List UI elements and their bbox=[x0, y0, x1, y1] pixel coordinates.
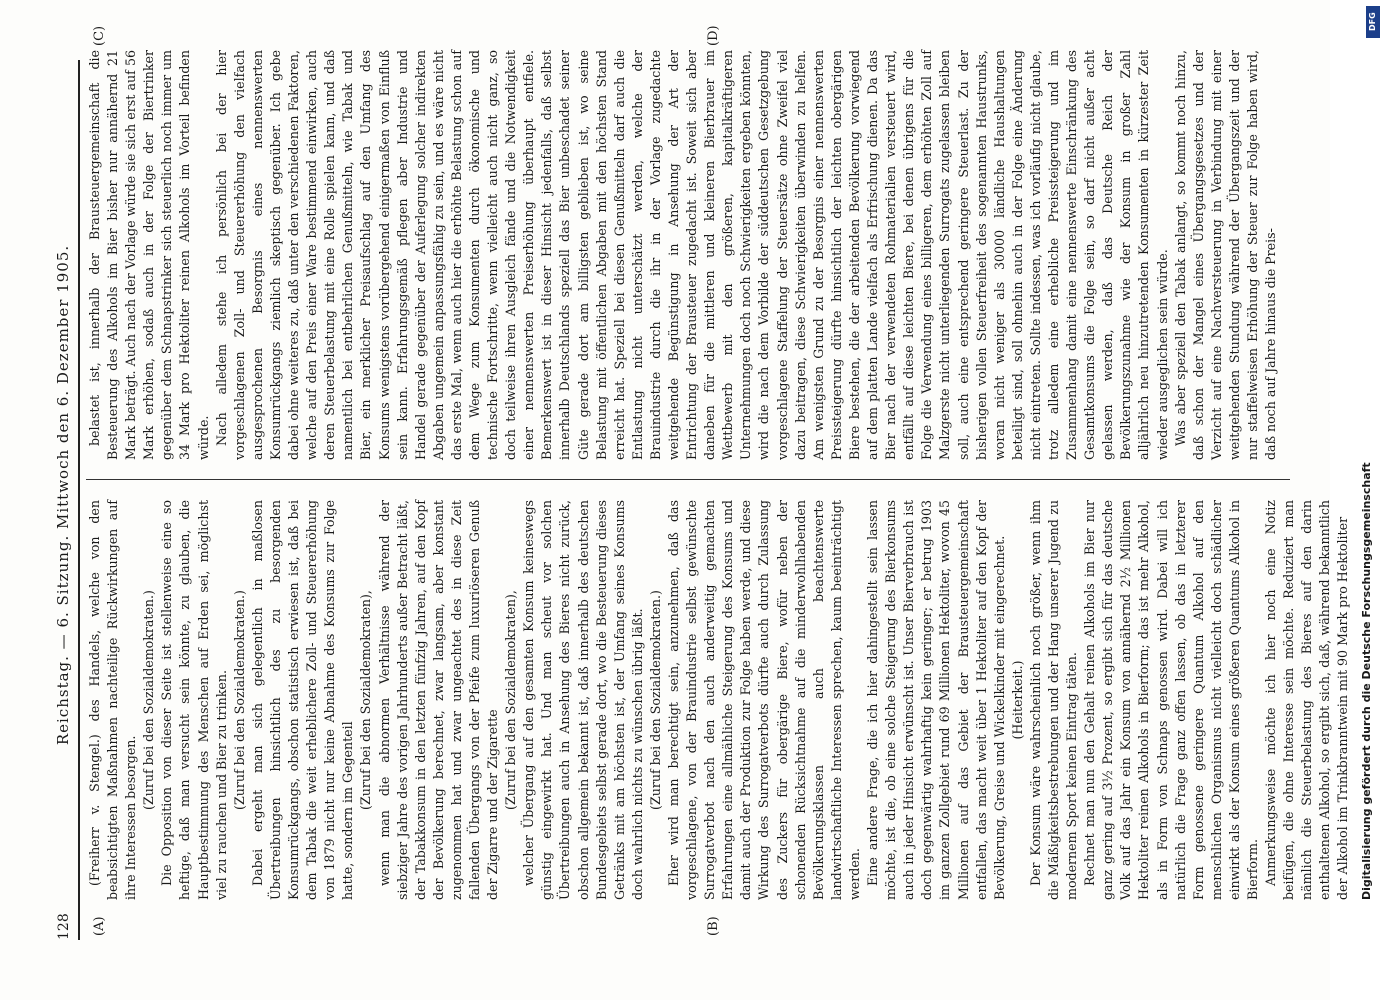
paragraph: (Zuruf bei den Sozialdemokraten), bbox=[503, 590, 519, 810]
page-number: 128 bbox=[56, 913, 72, 940]
dfg-logo: DFG bbox=[1366, 6, 1380, 38]
right-column bbox=[86, 50, 1300, 460]
page-header bbox=[52, 50, 78, 940]
margin-mark-a: (A) bbox=[92, 916, 107, 936]
paragraph: (Zuruf bei den Sozialdemokraten.) bbox=[647, 590, 663, 810]
paragraph: Was aber speziell den Tabak anlangt, so kommt noch hinzu, daß schon der Mangel eines Übergangsgesetzes und der Verzicht auf eine Nachversteuerung in Verbindung mit einer weitgehenden Stundung während der Übergangszeit und der nur staffelweisen Erhöhung der Steuer zur Folge haben wird, daß noch auf Jahre hinaus die Preis- bbox=[1172, 50, 1279, 460]
paragraph: Die Opposition von dieser Seite ist stellenweise eine so heftige, daß man versucht sein könnte, zu glauben, die Hauptbestimmung des Menschen auf Erden sei, möglichst viel zu rauchen und Bier zu trinken. bbox=[159, 500, 229, 900]
paragraph: wenn man die abnormen Verhältnisse während der siebziger Jahre des vorigen Jahrhunderts außer Betracht läßt, der Tabakkonsum in den letzten fünfzig Jahren, auf den Kopf der Bevölkerung berechnet, zwar langsam, aber konstant zugenommen hat und zwar ungeachtet des in diese Zeit fallenden Übergangs von der Pfeife zum luxuriöseren Genuß der Zigarre und der Zigarette bbox=[376, 500, 501, 900]
paragraph: Rechnet man nun den Gehalt reinen Alkohols im Bier nur ganz gering auf 3½ Prozent, so ergibt sich für das deutsche Volk auf das Jahr ein Konsum von annähernd 2½ Millionen Hektoliter reinen Alkohols in Bierform; das ist mehr Alkohol, als in Form von Schnaps genossen wird. Dabei will ich natürlich die Frage ganz offen lassen, ob das in letzterer Form genossene geringere Quantum Alkohol auf den menschlichen Organismus nicht vielleicht doch schädlicher einwirkt als der Konsum eines größeren Quantums Alkohol in Bierform. bbox=[1082, 500, 1260, 900]
margin-mark-b: (B) bbox=[706, 916, 721, 936]
left-column bbox=[86, 500, 1351, 900]
column-divider bbox=[86, 479, 1290, 480]
paragraph: (Zuruf bei den Sozialdemokraten.) bbox=[141, 590, 157, 810]
paragraph: Der Konsum wäre wahrscheinlich noch größer, wenn ihm die Mäßigkeitsbestrebungen und der Hang unserer Jugend zu modernem Sport keinen Eintrag täten. bbox=[1027, 500, 1080, 900]
paragraph: (Heiterkeit.) bbox=[1009, 660, 1025, 740]
paragraph: belastet ist, innerhalb der Brausteuergemeinschaft die Besteuerung des Alkohols im Bier bisher nur annähernd 21 Mark beträgt. Auch nach der Vorlage würde sie sich erst auf 56 Mark erhöhen, sodaß auch in der Folge der Biertrinker gegenüber dem Schnapstrinker sich steuerlich noch immer um 34 Mark pro Hektoliter reinen Alkohols im Vorteil befinden würde. bbox=[87, 50, 211, 460]
digitization-credit bbox=[1352, 0, 1382, 1000]
credit-text: Digitalisierung gefördert durch die Deutsche Forschungsgemeinschaft bbox=[1360, 462, 1373, 900]
paragraph: (Freiherr v. Stengel.) des Handels, welche von den beabsichtigten Maßnahmen nachteilige Rückwirkungen auf ihre Interessen besorgen. bbox=[87, 500, 139, 900]
paragraph: Dabei ergeht man sich gelegentlich in maßlosen Übertreibungen hinsichtlich des zu besorgenden Konsumrückgangs, obschon statistisch erwiesen ist, daß bei dem Tabak die weit erheblichere Zoll- und Steuererhöhung von 1879 nicht nur keine Abnahme des Konsums zur Folge hatte, sondern im Gegenteil bbox=[249, 500, 356, 900]
header-rule bbox=[78, 60, 80, 940]
margin-mark-d: (D) bbox=[706, 25, 721, 46]
paragraph: Nach alledem stehe ich persönlich bei der hier vorgeschlagenen Zoll- und Steuererhöhung den vielfach ausgesprochenen Besorgnis eines nennenswerten Konsumrückgangs ziemlich skeptisch gegenüber. Ich gebe dabei ohne weiteres zu, daß unter den verschiedenen Faktoren, welche auf den Preis einer Ware bestimmend einwirken, auch deren Steuerbelastung mit eine Rolle spielen kann, und daß namentlich bei entbehrlichen Genußmitteln, wie Tabak und Bier, ein merklicher Preisaufschlag auf den Umfang des Konsums wenigstens vorübergehend einigermaßen von Einfluß sein kann. Erfahrungsgemäß pflegen aber Industrie und Handel gerade gegenüber der Auferlegung solcher indirekten Abgaben ungemein anpassungsfähig zu sein, und es wäre nicht das erste Mal, wenn auch hier die erhöhte Belastung schon auf dem Wege zum Konsumenten durch ökonomische und technische Fortschritte, wenn vielleicht auch nicht ganz, so doch teilweise ihren Ausgleich fände und die Notwendigkeit einer nennenswerten Preiserhöhung überhaupt entfiele. Bemerkenswert ist in dieser Hinsicht jedenfalls, daß selbst innerhalb Deutschlands speziell das Bier unbeschadet seiner Güte gerade dort am billigsten geblieben ist, wo seine Belastung mit öffentlichen Abgaben mit den höchsten Stand erreicht hat. Speziell bei diesen Genußmitteln darf auch die Entlastung nicht unterschätzt werden, welche der Brauindustrie durch die ihr in der Vorlage zugedachte weitgehende Begünstigung in Ansehung der Art der Entrichtung der Brausteuer zugedacht ist. Soweit sich aber daneben für die mittleren und kleineren Bierbrauer im Wettbewerb mit den größeren, kapitalkräftigeren Unternehmungen doch noch Schwierigkeiten ergeben könnten, wird die nach dem Vorbilde der süddeutschen Gesetzgebung vorgeschlagene Staffelung der Steuersätze ohne Zweifel viel dazu beitragen, diese Schwierigkeiten überwinden zu helfen. Am wenigsten Grund zu der Besorgnis einer nennenswerten Preissteigerung dürfte hinsichtlich der leichten obergärigen Biere bestehen, die der arbeitenden Bevölkerung vorwiegend auf dem platten Lande vielfach als Erfrischung dienen. Da das Bier nach der verwendeten Rohmaterialien versteuert wird, entfällt auf diese leichten Biere, bei denen übrigens für die Folge die Verwendung eines billigeren, dem erhöhten Zoll auf Malzgerste nicht unterliegenden Surrogats zugelassen bleiben soll, auch eine entsprechend geringere Steuerlast. Zu der bisherigen vollen Steuerfreiheit des sogenannten Haustrunks, woran nicht weniger als 30000 ländliche Haushaltungen beteiligt sind, soll ohnehin auch in der Folge eine Änderung nicht eintreten. Sollte indessen, was ich vorläufig nicht glaube, trotz alledem eine erhebliche Preissteigerung und im Zusammenhang damit eine nennenswerte Einschränkung des Gesamtkonsums die Folge sein, so darf nicht außer acht gelassen werden, daß das Deutsche Reich der Bevölkerungszunahme wie der Konsum in großer Zahl alljährlich neu hinzutretenden Konsumenten in kürzester Zeit wieder ausgeglichen sein würde. bbox=[213, 50, 1170, 460]
margin-mark-c: (C) bbox=[92, 25, 107, 46]
paragraph: welcher Übergang auf den gesamten Konsum keineswegs günstig eingewirkt hat. Und man scheut vor solchen Übertreibungen auch in Ansehung des Bieres nicht zurück, obschon allgemein bekannt ist, daß innerhalb des deutschen Bundesgebiets selbst gerade dort, wo die Besteuerung dieses Getränks mit am höchsten ist, der Umfang seines Konsums doch wahrlich nichts zu wünschen übrig läßt. bbox=[521, 500, 645, 900]
page-title: Reichstag. — 6. Sitzung. Mittwoch den 6. Dezember 1905. bbox=[54, 244, 72, 746]
paragraph: Eine andere Frage, die ich hier dahingestellt sein lassen möchte, ist die, ob eine solche Steigerung des Bierkonsums auch in jeder Hinsicht erwünscht ist. Unser Bierverbrauch ist doch gegenwärtig wahrhaftig kein geringer; er betrug 1903 im ganzen Zollgebiet rund 69 Millionen Hektoliter, wovon 45 Millionen auf das Gebiet der Brausteuergemeinschaft entfallen, das macht weit über 1 Hektoliter auf den Kopf der Bevölkerung, Greise und Wickelkinder mit eingerechnet. bbox=[865, 500, 1007, 900]
paragraph: (Zuruf bei den Sozialdemokraten.) bbox=[231, 590, 247, 810]
paragraph: Anmerkungsweise möchte ich hier noch eine Notiz beifügen, die ohne Interesse sein möchte. Reduziert man nämlich die Steuerbelastung des Bieres auf den darin enthaltenen Alkohol, so ergibt sich, daß, während bekanntlich der Alkohol im Trinkbranntwein mit 90 Mark pro Hektoliter bbox=[1263, 500, 1351, 900]
paragraph: Eher wird man berechtigt sein, anzunehmen, daß das vorgeschlagene, von der Brauindustrie selbst gewünschte Surrogatverbot nach den auch anderweitig gemachten Erfahrungen eine allmähliche Steigerung des Konsums und damit auch der Produktion zur Folge haben werde, und diese Wirkung des Surrogatverbots dürfte auch durch Zulassung des Zuckers für obergärige Biere, wofür neben der schonenden Rücksichtnahme auf die minderwohlhabenden Bevölkerungsklassen auch beachtenswerte landwirtschaftliche Interessen sprechen, kaum beeinträchtigt werden. bbox=[666, 500, 862, 900]
paragraph: (Zuruf bei den Sozialdemokraten), bbox=[358, 590, 374, 810]
